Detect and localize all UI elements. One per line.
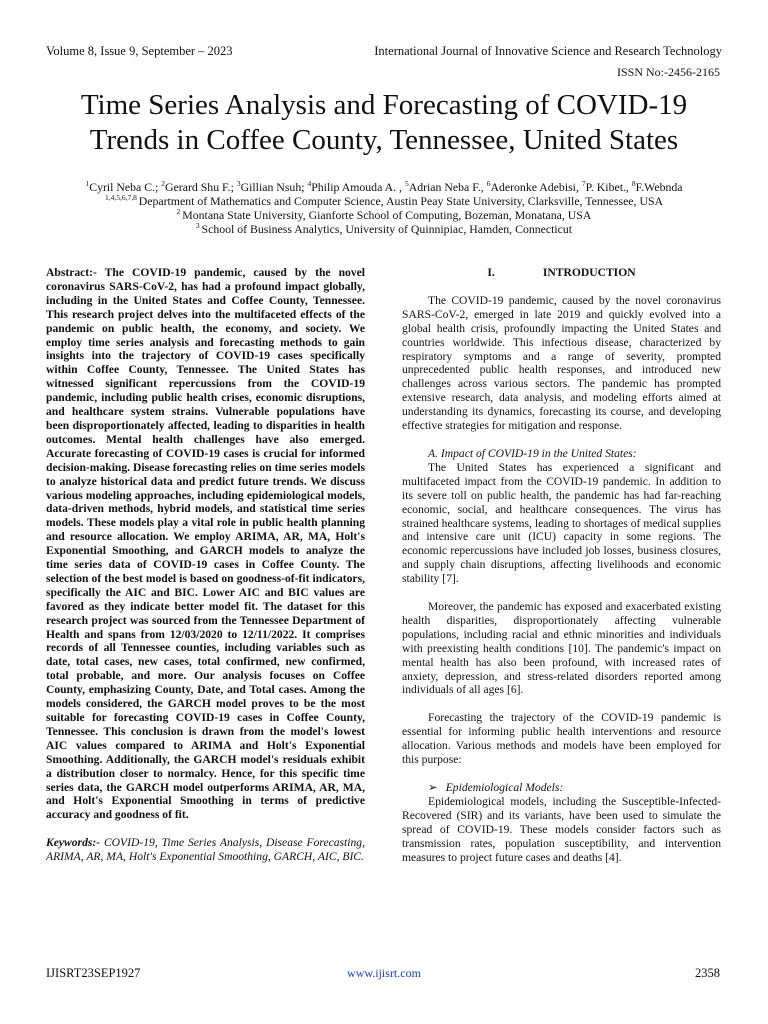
intro-paragraph-3: Moreover, the pandemic has exposed and exacerbated existing health disparities, disproportionately affecting vulnerable populations, including racial and ethnic minorities and individuals with preexisting health conditions [10]. The pandemic's impact on mental health has also been profound, with increased rates of anxiety, depression, and stress-related disorders reported among individuals of all ages [6]. xyxy=(402,600,721,697)
left-column xyxy=(46,266,365,864)
paper-title xyxy=(20,88,748,158)
author-name: P. Kibet., xyxy=(585,180,632,194)
volume-info: Volume 8, Issue 9, September – 2023 xyxy=(46,44,233,58)
subsection-heading-a: A. Impact of COVID-19 in the United States: xyxy=(428,446,637,460)
author-name: F.Webnda xyxy=(635,180,683,194)
arrow-bullet-icon: ➢ xyxy=(428,781,438,794)
author-list: $^1$Cyril Neba C.; $^2$Gerard Shu F.; $^3$Gillian Nsuh; $^4$Philip Amouda A. , $^5$Adrian Neba F., $^6$Aderonke Adebisi, $^7$P. Kibet., $^8$F.Webnda xyxy=(85,179,683,194)
right-column xyxy=(402,266,721,878)
author-block xyxy=(20,180,748,236)
author-name: Cyril Neba C.; xyxy=(89,180,162,194)
intro-paragraph-1: The COVID-19 pandemic, caused by the novel coronavirus SARS-CoV-2, emerged in late 2019 and quickly evolved into a global health crisis, profoundly impacting the United States and countries worldwide. This infectious disease, characterized by respiratory symptoms and a range of severity, prompted unprecedented public health responses, and introduced new challenges across various sectors. The pandemic has prompted extensive research, data analysis, and modeling efforts aimed at understanding its dynamics, forecasting its course, and developing effective strategies for mitigation and response. xyxy=(402,293,721,433)
section-heading-introduction xyxy=(402,266,721,280)
issn: ISSN No:-2456-2165 xyxy=(616,65,720,79)
author-name: Philip Amouda A. , xyxy=(311,180,405,194)
affiliation-1: $^{1,4,5,6,7,8}$ Department of Mathematics and Computer Science, Austin Peay State University, Clarksville, Tennessee, USA xyxy=(104,193,664,208)
author-name: Adrian Neba F., xyxy=(408,180,487,194)
intro-paragraph-2: The United States has experienced a significant and multifaceted impact from the COVID-19 pandemic. In addition to its severe toll on public health, the pandemic has had far-reaching economic, social, and healthcare consequences. The virus has strained healthcare systems, leading to shortages of medical supplies and intensive care unit (ICU) capacity in some regions. The economic repercussions have included job losses, business closures, and supply chain disruptions, affecting livelihoods and economic stability [7]. xyxy=(402,460,721,586)
title-line-1: Time Series Analysis and Forecasting of COVID-19 xyxy=(80,89,688,121)
bullet-label: Epidemiological Models: xyxy=(445,781,564,794)
author-name: Gillian Nsuh; xyxy=(240,180,308,194)
keywords-list: COVID-19, Time Series Analysis, Disease Forecasting, ARIMA, AR, MA, Holt's Exponential Smoothing, GARCH, AIC, BIC. xyxy=(46,836,365,864)
section-title: INTRODUCTION xyxy=(542,266,636,279)
author-name: Gerard Shu F.; xyxy=(165,180,237,194)
keywords-label: Keywords:- xyxy=(46,836,101,850)
author-name: Aderonke Adebisi, xyxy=(490,180,582,194)
affiliation-2: $^2$ Montana State University, Gianforte School of Computing, Bozeman, Monatana, USA xyxy=(176,207,592,222)
bullet-epidemiological-models xyxy=(402,781,721,795)
section-number: I. xyxy=(487,266,495,279)
affiliation-3: $^3$ School of Business Analytics, University of Quinnipiac, Hamden, Connecticut xyxy=(195,221,573,236)
page-number: 2358 xyxy=(695,966,720,980)
journal-url-link[interactable]: www.ijisrt.com xyxy=(347,966,421,980)
title-line-2: Trends in Coffee County, Tennessee, United States xyxy=(89,124,679,156)
journal-name: International Journal of Innovative Science and Research Technology xyxy=(374,44,722,58)
abstract: Abstract:- The COVID-19 pandemic, caused by the novel coronavirus SARS-CoV-2, has had a profound impact globally, including in the United States and Coffee County, Tennessee. This research project delves into the multifaceted effects of the pandemic on public health, the economy, and society. We employ time series analysis and forecasting methods to gain insights into the trajectory of COVID-19 cases specifically within Coffee County, Tennessee. The United States has witnessed significant repercussions from the COVID-19 pandemic, including public health crises, economic disruptions, and healthcare system strains. Vulnerable populations have been disproportionately affected, leading to disparities in health outcomes. Mental health challenges have also emerged. Accurate forecasting of COVID-19 cases is crucial for informed decision-making. Disease forecasting relies on time series models to analyze historical data and predict future trends. We discuss various modeling approaches, including epidemiological models, data-driven methods, hybrid models, and statistical time series models. These models play a vital role in public health planning and resource allocation. We employ ARIMA, AR, MA, Holt's Exponential Smoothing, and GARCH models to analyze the time series data of COVID-19 cases in Coffee County. The selection of the best model is based on goodness-of-fit indicators, specifically the AIC and BIC. Lower AIC and BIC values are favored as they indicate better model fit. The dataset for this research project was sourced from the Tennessee Department of Health and spans from 12/03/2020 to 12/11/2022. It comprises records of all Tennessee counties, including variables such as date, total cases, new cases, total confirmed, new confirmed, total probable, and more. Our analysis focuses on Coffee County, emphasizing County, Date, and Total cases. Among the models considered, the GARCH model proves to be the most suitable for forecasting COVID-19 cases in Coffee County, Tennessee. This conclusion is drawn from the model's lowest AIC values compared to ARIMA and Holt's Exponential Smoothing. Additionally, the GARCH model's residuals exhibit a distribution closer to normalcy. Hence, for this specific time series data, the GARCH model outperforms ARIMA, AR, MA, and Holt's Exponential Smoothing in terms of predictive accuracy and goodness of fit. xyxy=(46,266,365,822)
intro-paragraph-4: Forecasting the trajectory of the COVID-19 pandemic is essential for informing public health interventions and resource allocation. Various methods and models have been employed for this purpose: xyxy=(402,711,721,767)
keywords xyxy=(46,836,365,864)
paper-code: IJISRT23SEP1927 xyxy=(46,966,141,980)
intro-paragraph-5: Epidemiological models, including the Susceptible-Infected-Recovered (SIR) and its variants, have been used to simulate the spread of COVID-19. These models consider factors such as transmission rates, population susceptibility, and intervention measures to project future cases and deaths [4]. xyxy=(402,794,721,864)
